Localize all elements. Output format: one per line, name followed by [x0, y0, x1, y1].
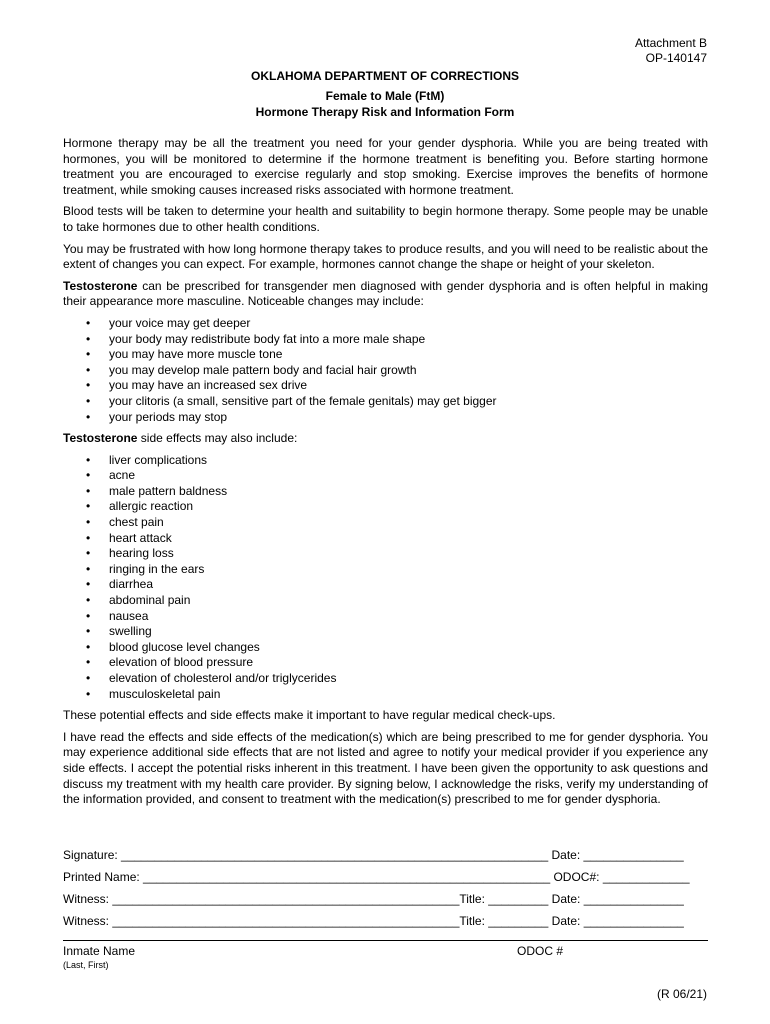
bullet-icon: •	[86, 315, 91, 330]
change-item-text: you may have more muscle tone	[109, 347, 283, 362]
checkups-paragraph: These potential effects and side effects make it important to have regular medical check-ups.	[63, 708, 556, 723]
bullet-icon: •	[86, 593, 91, 608]
bullet-icon: •	[86, 686, 91, 701]
bullet-icon: •	[86, 530, 91, 545]
side-effect-item-text: ringing in the ears	[109, 561, 205, 576]
change-item-text: your voice may get deeper	[109, 315, 251, 330]
side-effects-intro-text: side effects may also include:	[137, 431, 298, 446]
change-item	[63, 378, 708, 394]
side-effect-item	[63, 531, 708, 547]
change-item	[63, 394, 708, 410]
bullet-icon: •	[86, 655, 91, 670]
bullet-icon: •	[86, 639, 91, 654]
change-item	[63, 363, 708, 379]
side-effect-item-text: abdominal pain	[109, 593, 191, 608]
form-title-line1: Female to Male (FtM)	[325, 89, 445, 103]
bullet-icon: •	[86, 347, 91, 362]
side-effect-item	[63, 546, 708, 562]
change-item-text: your periods may stop	[109, 409, 228, 424]
change-item-text: you may develop male pattern body and facial hair growth	[109, 362, 417, 377]
bullet-icon: •	[86, 452, 91, 467]
testosterone-paragraph	[63, 279, 708, 310]
side-effect-item-text: acne	[109, 468, 136, 483]
side-effect-item	[63, 655, 708, 671]
change-item	[63, 316, 708, 332]
side-effect-item	[63, 640, 708, 656]
attachment-label: Attachment B	[634, 36, 707, 50]
printed-name-field[interactable]: Printed Name: _____________________________________________________________ ODOC#: _____________	[63, 870, 690, 884]
witness-field-1[interactable]: Witness: ____________________________________________________Title: _________ Date: _______________	[63, 892, 684, 906]
side-effect-item	[63, 577, 708, 593]
change-item	[63, 347, 708, 363]
side-effect-item	[63, 671, 708, 687]
side-effect-item-text: allergic reaction	[109, 499, 194, 514]
side-effect-item	[63, 468, 708, 484]
bullet-icon: •	[86, 624, 91, 639]
side-effect-item	[63, 609, 708, 625]
change-item-text: your body may redistribute body fat into a more male shape	[109, 331, 426, 346]
attachment-header	[635, 36, 707, 66]
bullet-icon: •	[86, 393, 91, 408]
side-effect-item	[63, 593, 708, 609]
side-effect-item-text: chest pain	[109, 515, 164, 530]
expectations-paragraph: You may be frustrated with how long hormone therapy takes to produce results, and you will need to be realistic about the extent of changes you can expect. For example, hormones cannot change the shape or height of your skeleton.	[63, 241, 708, 272]
consent-paragraph: I have read the effects and side effects of the medication(s) which are being prescribed to me for gender dysphoria. You may experience additional side effects that are not listed and agree to notify your medical provider if you experience any side effects. I accept the potential risks inherent in this treatment. I have been given the opportunity to ask questions and discuss my treatment with my health care provider. By signing below, I acknowledge the risks, verify my understanding of the information provided, and consent to treatment with the medication(s) prescribed to me for gender dysphoria.	[63, 729, 708, 807]
bullet-icon: •	[86, 515, 91, 530]
intro-paragraph: Hormone therapy may be all the treatment you need for your gender dysphoria. While you are being treated with hormones, you will be monitored to determine if the hormone treatment is benefiting you. Before starting hormone treatment you are encouraged to exercise regularly and stop smoking. Exercise improves the benefits of hormone treatment, while smoking causes increased risks associated with hormone treatment.	[63, 136, 708, 197]
side-effect-item-text: blood glucose level changes	[109, 639, 260, 654]
signature-field[interactable]: Signature: ________________________________________________________________ Date: _______________	[63, 848, 684, 862]
side-effects-list	[63, 453, 708, 703]
side-effect-item	[63, 484, 708, 500]
bullet-icon: •	[86, 409, 91, 424]
bullet-icon: •	[86, 362, 91, 377]
witness-field-2[interactable]: Witness: ____________________________________________________Title: _________ Date: _______________	[63, 914, 684, 928]
changes-list	[63, 316, 708, 425]
side-effect-item	[63, 562, 708, 578]
bullet-icon: •	[86, 671, 91, 685]
bullet-icon: •	[86, 499, 91, 514]
side-effect-item	[63, 624, 708, 640]
bullet-icon: •	[86, 468, 91, 483]
side-effect-item-text: musculoskeletal pain	[109, 686, 221, 701]
change-item	[63, 332, 708, 348]
bullet-icon: •	[86, 561, 91, 576]
change-item	[63, 410, 708, 426]
bullet-icon: •	[86, 577, 91, 592]
side-effect-item	[63, 453, 708, 469]
department-title: OKLAHOMA DEPARTMENT OF CORRECTIONS	[251, 69, 519, 83]
side-effect-item-text: male pattern baldness	[109, 483, 228, 498]
change-item-text: your clitoris (a small, sensitive part of the female genitals) may get bigger	[109, 393, 497, 408]
bullet-icon: •	[86, 546, 91, 561]
inmate-name-label: Inmate Name	[63, 944, 136, 958]
side-effect-item-text: nausea	[109, 608, 149, 623]
side-effect-item-text: heart attack	[109, 530, 172, 545]
side-effect-item-text: hearing loss	[109, 546, 174, 561]
bullet-icon: •	[86, 378, 91, 393]
testosterone-label-2: Testosterone	[63, 431, 138, 446]
side-effect-item-text: liver complications	[109, 452, 208, 467]
side-effect-item	[63, 687, 708, 703]
change-item-text: you may have an increased sex drive	[109, 378, 308, 393]
side-effect-item-text: diarrhea	[109, 577, 154, 592]
inmate-name-sublabel: (Last, First)	[63, 960, 109, 970]
bullet-icon: •	[86, 608, 91, 623]
footer-divider	[63, 940, 708, 941]
side-effect-item-text: elevation of blood pressure	[109, 655, 254, 670]
side-effect-item	[63, 515, 708, 531]
side-effect-item-text: elevation of cholesterol and/or triglycerides	[109, 671, 337, 685]
side-effect-item-text: swelling	[109, 624, 152, 639]
side-effects-intro	[63, 431, 708, 447]
testosterone-text: can be prescribed for transgender men diagnosed with gender dysphoria and is often helpful in making their appearance more masculine. Noticeable changes may include:	[63, 278, 708, 309]
testosterone-label: Testosterone	[63, 278, 138, 293]
odoc-number-label: ODOC #	[517, 944, 564, 958]
blood-tests-paragraph: Blood tests will be taken to determine your health and suitability to begin hormone therapy. Some people may be unable to take hormones due to other health conditions.	[63, 204, 708, 234]
form-number: OP-140147	[645, 51, 707, 65]
side-effect-item	[63, 499, 708, 515]
revision-label: (R 06/21)	[656, 987, 707, 1001]
bullet-icon: •	[86, 331, 91, 346]
form-body	[63, 136, 708, 814]
form-title-line2: Hormone Therapy Risk and Information Form	[255, 105, 515, 119]
bullet-icon: •	[86, 483, 91, 498]
